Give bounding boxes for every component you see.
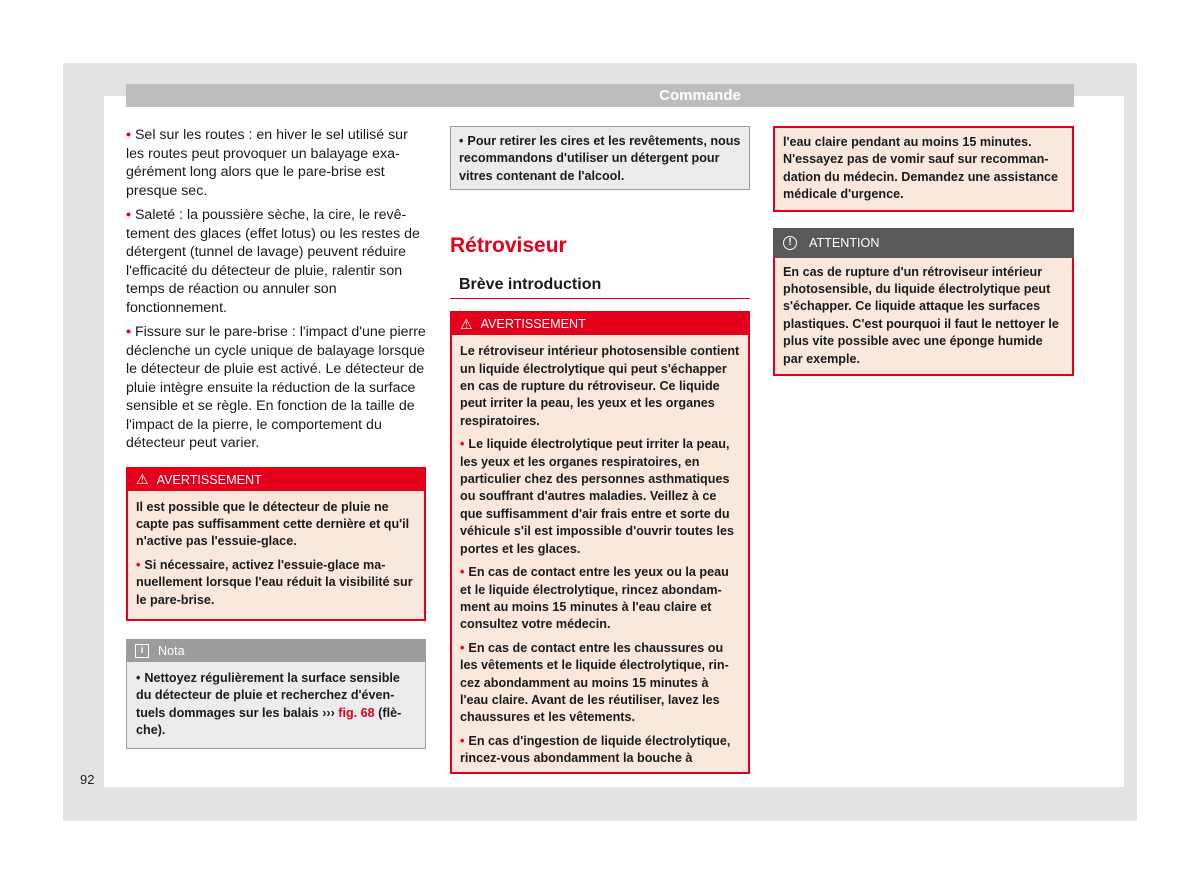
warning-text: l'eau claire pendant au moins 15 minutes. N'essayez pas de vomir sauf sur recommandation du médecin. Demandez une assistance médicale d'urgence. — [783, 135, 1059, 202]
list-item: • Saleté : la poussière sèche, la cire, le revêtement des glaces (effet lotus) ou les restes de détergent (tunnel de lavage) peuvent réduire l'efficacité du détecteur de pluie, ralentir son temps de réaction ou annuler son fonctionnement. — [126, 207, 420, 316]
note-body — [127, 662, 425, 748]
bullet-icon: • — [126, 207, 131, 223]
warning-body — [452, 335, 748, 771]
bullet-icon: • — [460, 733, 465, 748]
note-box — [126, 639, 426, 749]
warning-box — [450, 311, 750, 773]
list-item: • Pour retirer les cires et les revêtements, nous recommandons d'utiliser un détergent pour vitres contenant de l'alcool. — [459, 134, 741, 183]
note-header — [127, 640, 425, 662]
bullet-icon: • — [126, 127, 131, 143]
column-2 — [450, 126, 750, 774]
attention-title: ATTENTION — [809, 235, 880, 250]
list-item: • Nettoyez régulièrement la surface sensible du détecteur de pluie et recherchez d'éventuels dommages sur les balais ››› fig. 68 (flèche). — [136, 670, 402, 738]
warning-header — [452, 313, 748, 335]
list-item: • Fissure sur le pare-brise : l'impact d'une pierre déclenche un cycle unique de balayage lorsque le détecteur de pluie est activé. Le détecteur de pluie intègre ensuite la réduction de la surface sensible et se règle. En fonction de la taille de l'impact de la pierre, le comportement du détecteur peut varier. — [126, 324, 426, 451]
body-text — [126, 126, 426, 453]
chapter-header — [126, 84, 1074, 107]
warning-text: Il est possible que le détecteur de pluie ne capte pas suffisamment cette dernière et qu'il n'active pas l'essuie-glace. — [136, 499, 410, 549]
subsection-title: Brève introduction — [450, 276, 750, 299]
list-item: • Sel sur les routes : en hiver le sel utilisé sur les routes peut provoquer un balayage exagérément long alors que le pare-brise est presque sec. — [126, 127, 408, 199]
warning-text: Le rétroviseur intérieur photosensible contient un liquide électrolytique qui peut s'échapper en cas de rupture du rétroviseur. Ce liquide peut irriter la peau, les yeux et les organes respiratoires. — [460, 344, 740, 428]
warning-title: AVERTISSEMENT — [480, 317, 586, 332]
list-item: • Si nécessaire, activez l'essuie-glace manuellement lorsque l'eau réduit la visibilité sur le pare-brise. — [136, 557, 413, 607]
section-title: Rétroviseur — [450, 234, 567, 258]
info-icon: i — [135, 644, 149, 658]
attention-box — [773, 228, 1074, 376]
warning-box-continued — [773, 126, 1074, 212]
reference-arrow: ››› — [322, 705, 335, 720]
warning-body — [128, 491, 424, 619]
warning-box — [126, 467, 426, 621]
bullet-icon: • — [460, 640, 465, 655]
column-3 — [773, 126, 1074, 376]
attention-circle-icon: ! — [783, 236, 797, 250]
chapter-title: Commande — [659, 87, 741, 104]
list-item: • En cas de contact entre les chaussures ou les vêtements et le liquide électrolytique, rincez abondamment au moins 15 minutes à l'eau claire. Avant de les réutiliser, lavez les chaussures et les vêtements. — [460, 640, 729, 725]
bullet-icon: • — [460, 437, 465, 452]
note-title: Nota — [158, 643, 185, 658]
bullet-icon: • — [460, 565, 465, 580]
list-item: • En cas de contact entre les yeux ou la peau et le liquide électrolytique, rincez abondamment au moins 15 minutes à l'eau claire et consultez votre médecin. — [460, 565, 729, 632]
warning-title: AVERTISSEMENT — [156, 472, 262, 487]
warning-triangle-icon: ⚠ — [136, 471, 149, 487]
bullet-icon: • — [136, 670, 141, 685]
page-number: 92 — [80, 772, 95, 787]
list-item: • Le liquide électrolytique peut irriter la peau, les yeux et les organes respiratoires, en particulier chez des personnes asthmatiques ou souffrant d'autres maladies. Veillez à ce que suffisamment d'air frais entre et sorte du véhicule s'il est impossible d'ouvrir toutes les portes et les glaces. — [460, 437, 735, 556]
list-item: • En cas d'ingestion de liquide électrolytique, rincez-vous abondamment la bouche à — [460, 733, 731, 766]
bullet-icon: • — [126, 324, 131, 340]
warning-triangle-icon: ⚠ — [460, 315, 473, 332]
tip-box — [450, 126, 750, 190]
attention-header — [773, 228, 1074, 258]
attention-text: En cas de rupture d'un rétroviseur intérieur photosensible, du liquide électrolytique peut s'échapper. Ce liquide attaque les surfaces plastiques. C'est pourquoi il faut le nettoyer le plus vite possible avec une éponge humide par exemple. — [783, 264, 1059, 366]
column-1 — [126, 126, 426, 749]
warning-header — [128, 469, 424, 491]
bullet-icon: • — [136, 557, 141, 572]
bullet-icon: • — [459, 134, 464, 148]
figure-link[interactable]: fig. 68 — [338, 705, 375, 720]
